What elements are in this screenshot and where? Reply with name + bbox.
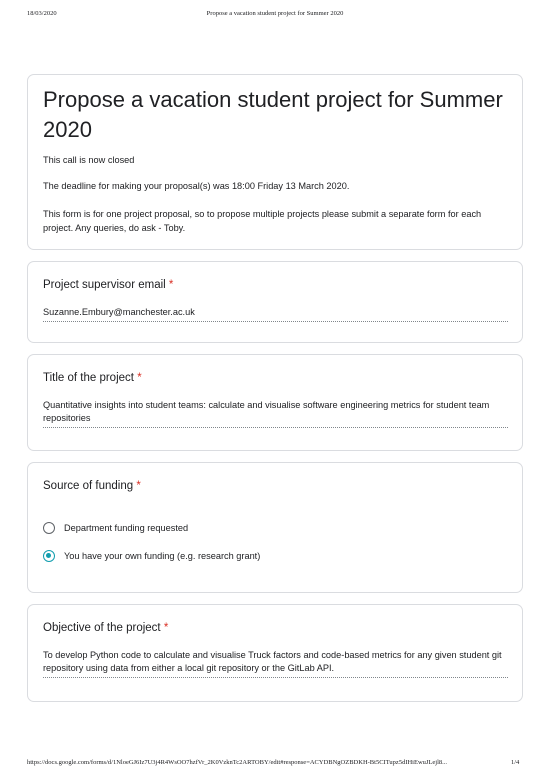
form-header-card [27,74,523,250]
radio-label: Department funding requested [64,523,189,533]
project-title-field[interactable]: Quantitative insights into student teams: calculate and visualise software engineering metrics for student team repositories [43,399,508,428]
deadline-message: The deadline for making your proposal(s) was 18:00 Friday 13 March 2020. [43,181,350,191]
question-label [43,279,173,291]
print-page-title: Propose a vacation student project for Summer 2020 [206,10,344,17]
required-marker: * [136,480,141,492]
question-label-text: Source of funding [43,480,134,492]
print-header [0,10,550,22]
print-date: 18/03/2020 [27,10,57,17]
radio-label: You have your own funding (e.g. research grant) [64,551,261,561]
closed-message: This call is now closed [43,155,135,165]
question-label-text: Title of the project [43,372,134,384]
question-label-text: Project supervisor email [43,279,166,291]
question-supervisor-email [27,261,523,343]
question-project-title [27,354,523,451]
print-url: https://docs.google.com/forms/d/1NloeGJ6Iz7U3j4R4WsOO7hzfVr_2K0VzknTc2ARTOBY/edit#response=ACYDBNgOZBDKH-Bt5CITupz5dIHiEwuJLejl8... [27,759,448,766]
form-title: Propose a vacation student project for Summer 2020 [43,87,503,142]
required-marker: * [137,372,142,384]
objective-field[interactable]: To develop Python code to calculate and visualise Truck factors and code-based metrics for any given student git repository using data from either a local git repository or the GitLab API. [43,649,508,678]
form-description: This form is for one project proposal, so to propose multiple projects please submit a separate form for each project. Any queries, do ask - Toby. [43,209,482,233]
funding-option-own[interactable] [43,548,260,564]
question-label-text: Objective of the project [43,622,161,634]
question-label [43,372,142,384]
supervisor-email-field[interactable]: Suzanne.Embury@manchester.ac.uk [43,306,508,322]
question-objective [27,604,523,702]
question-label [43,480,141,492]
funding-option-department[interactable] [43,520,188,536]
print-footer [0,759,550,771]
radio-checked-icon[interactable] [43,550,55,562]
question-label [43,622,168,634]
question-funding-source [27,462,523,593]
radio-unchecked-icon[interactable] [43,522,55,534]
required-marker: * [163,622,169,634]
page-number: 1/4 [511,759,520,766]
required-marker: * [168,279,174,291]
